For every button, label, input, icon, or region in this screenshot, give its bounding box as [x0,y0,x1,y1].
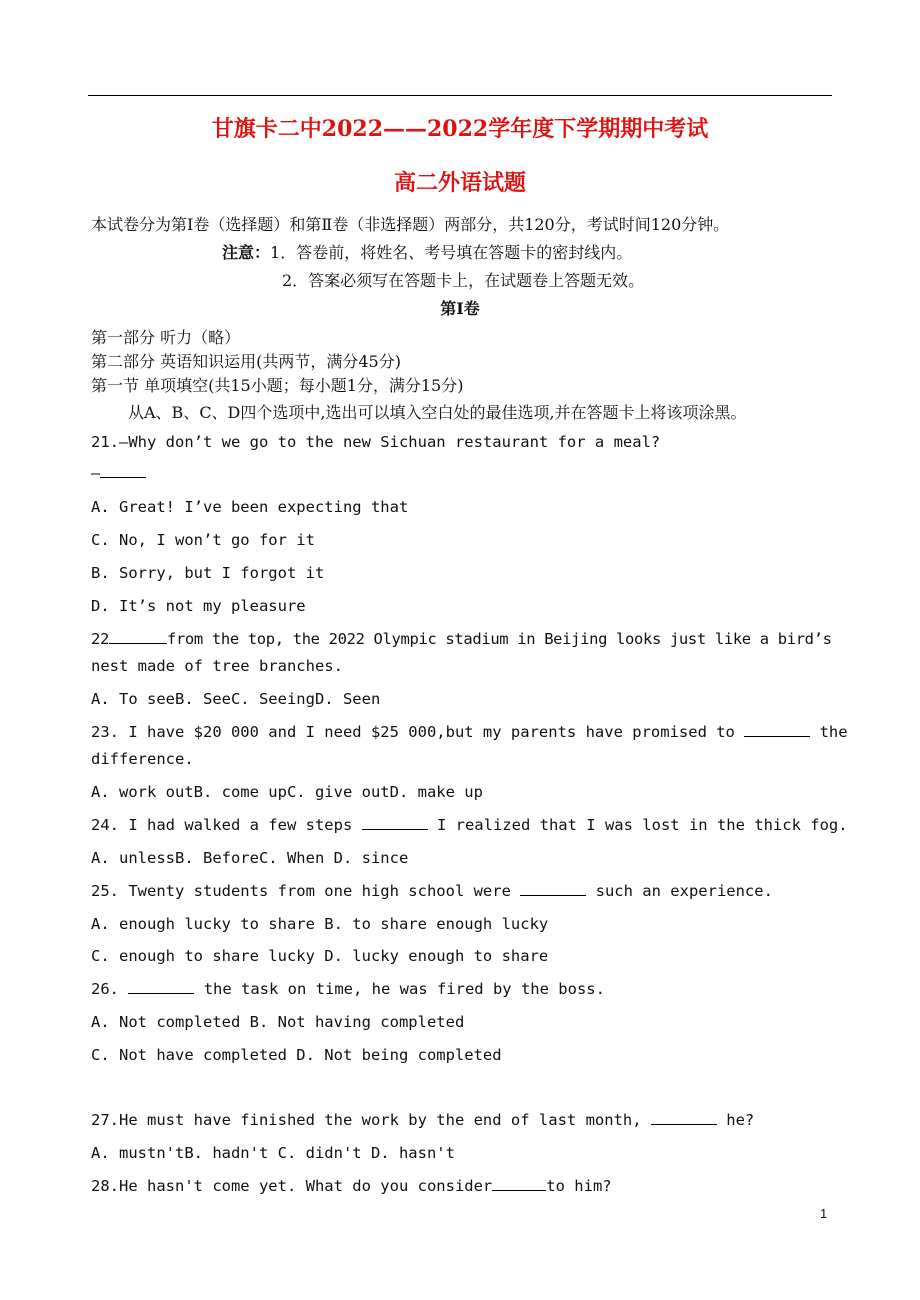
notice-item-2: 2．答案必须写在答题卡上，在试题卷上答题无效。 [282,271,645,290]
q23-stem [91,723,848,741]
q24-stem [91,816,848,834]
intro-line: 本试卷分为第Ⅰ卷（选择题）和第Ⅱ卷（非选择题）两部分，共120分，考试时间120分钟。 [91,215,730,234]
exam-subtitle: 高二外语试题 [393,170,526,196]
q24-blank [362,828,428,830]
q25-stem-b: such an experience. [595,882,773,900]
q21-option-a: A. Great! I’ve been expecting that [91,498,409,516]
q27-stem [91,1111,754,1129]
q26-options-1: A. Not completed B. Not having completed [91,1013,465,1031]
q21-option-b: B. Sorry, but I forgot it [91,564,325,582]
q27-stem-b: he? [726,1111,755,1129]
q28-blank [492,1189,546,1191]
q22-blank [109,642,167,644]
q25-stem-a: 25. Twenty students from one high school were [91,882,511,900]
q22-options: A. To seeB. SeeC. SeeingD. Seen [91,690,381,708]
exam-title: 甘旗卡二中2022——2022学年度下学期期中考试 [211,116,709,142]
q23-stem-b: the [819,723,848,741]
q23-options: A. work outB. come upC. give outD. make up [91,783,483,801]
q24-stem-b: I realized that I was lost in the thick fog. [436,816,848,834]
q26-stem [91,980,605,998]
header-rule [88,95,832,96]
q26-stem-b: the task on time, he was fired by the boss. [203,980,605,998]
q25-stem [91,882,773,900]
q23-blank [744,735,810,737]
page-number: 1 [820,1206,828,1221]
q27-blank [651,1123,717,1125]
q21-stem: 21.—Why don’t we go to the new Sichuan restaurant for a meal? [91,433,661,451]
q24-stem-a: 24. I had walked a few steps [91,816,353,834]
notice-label: 注意： [222,243,271,262]
q25-blank [520,894,586,896]
q26-number: 26. [91,980,119,998]
q21-reply [91,464,146,482]
q28-stem [91,1177,612,1195]
part2-heading: 第二部分 英语知识运用(共两节，满分45分) [91,352,401,371]
instruction: 从A、B、C、D四个选项中,选出可以填入空白处的最佳选项,并在答题卡上将该项涂黑。 [128,403,747,422]
q22-number: 22 [91,630,109,648]
q23-stem-line2: difference. [91,750,194,768]
volume-heading: 第Ⅰ卷 [440,299,480,318]
q22-stem-text: from the top, the 2022 Olympic stadium in Beijing looks just like a bird’s [166,630,832,648]
q25-options-1: A. enough lucky to share B. to share enough lucky [91,915,549,933]
q24-options: A. unlessB. BeforeC. When D. since [91,849,409,867]
q28-stem-a: 28.He hasn't come yet. What do you consider [91,1177,493,1195]
q23-stem-a: 23. I have $20 000 and I need $25 000,but my parents have promised to [91,723,735,741]
notice-item-1: 1．答卷前，将姓名、考号填在答题卡的密封线内。 [270,243,633,262]
q21-option-d: D. It’s not my pleasure [91,597,306,615]
q25-options-2: C. enough to share lucky D. lucky enough to share [91,947,549,965]
q27-stem-a: 27.He must have finished the work by the end of last month, [91,1111,642,1129]
q22-stem-line2: nest made of tree branches. [91,657,343,675]
section1-heading: 第一节 单项填空(共15小题；每小题1分，满分15分) [91,376,464,395]
q26-blank [128,992,194,994]
notice-line-1 [222,240,632,263]
q21-option-c: C. No, I won’t go for it [91,531,315,549]
q27-options: A. mustn'tB. hadn't C. didn't D. hasn't [91,1144,455,1162]
q28-stem-b: to him? [546,1177,612,1195]
q21-blank [100,476,146,478]
part1-heading: 第一部分 听力（略） [91,328,241,347]
q22-stem [91,630,832,648]
q26-options-2: C. Not have completed D. Not being completed [91,1046,502,1064]
q21-reply-dash: — [91,464,101,482]
